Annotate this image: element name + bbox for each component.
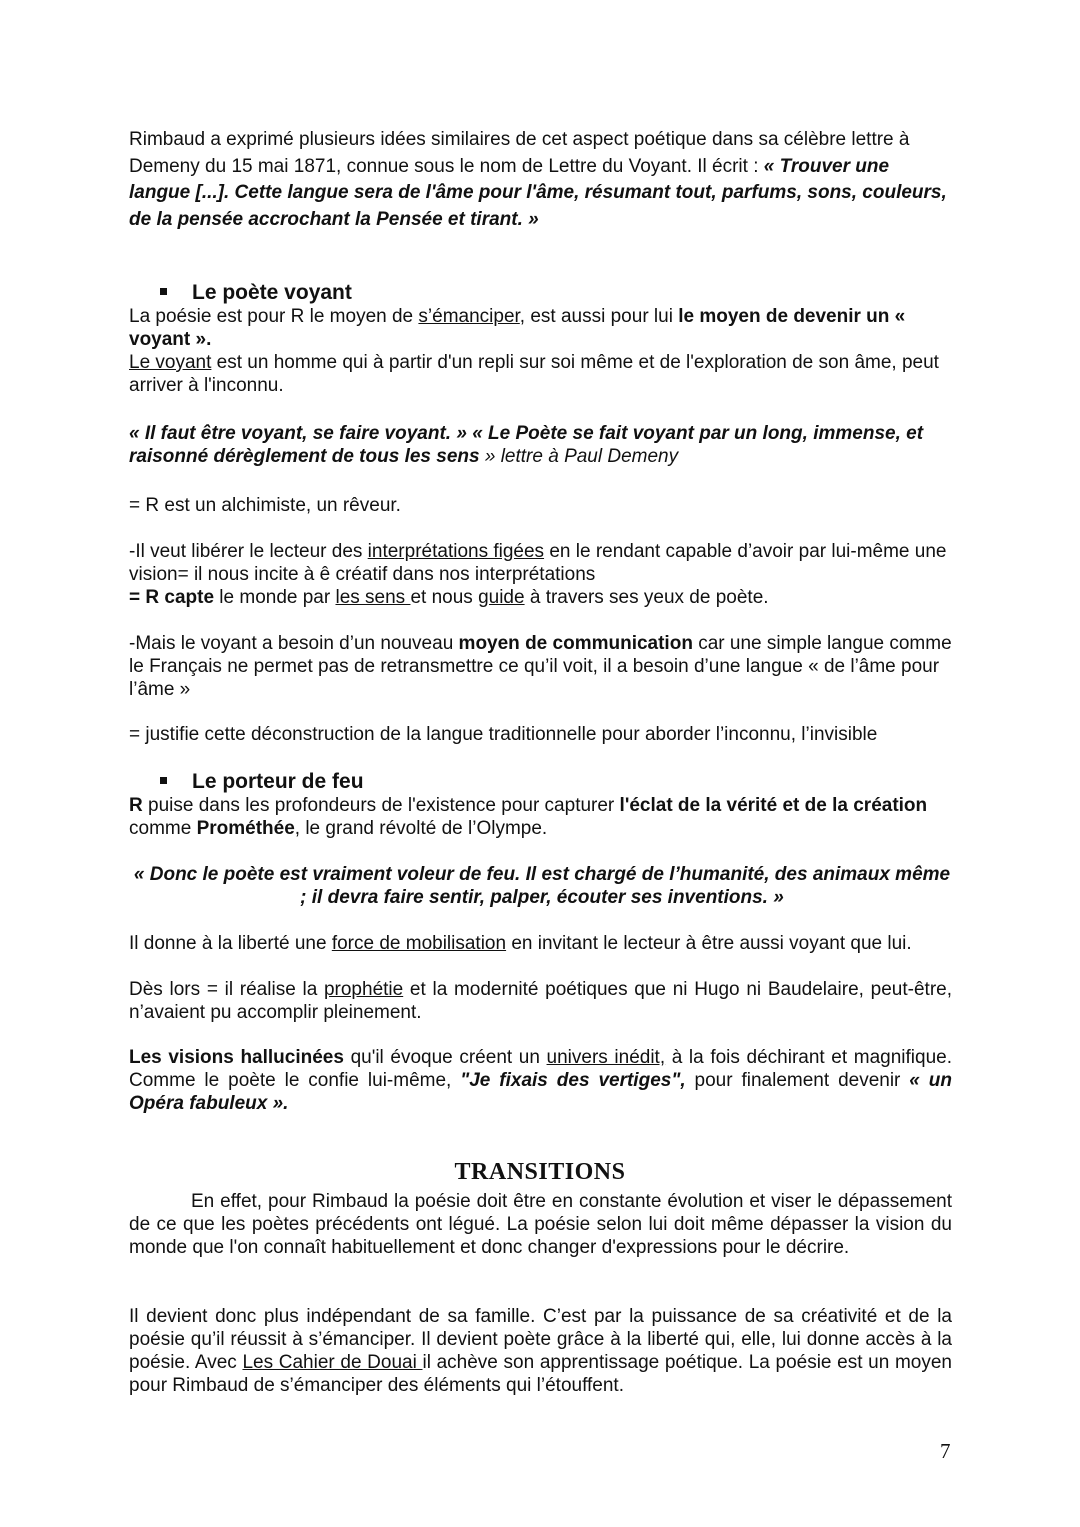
bullet-square-icon [160, 288, 167, 295]
voyant-paragraph-5: -Mais le voyant a besoin d’un nouveau moyen de communication car une simple langue comme le Français ne permet pas de retransmettre ce qu’il voit, il a besoin d’une langue « de l’âme pour l’âme » [129, 633, 952, 700]
feu-paragraph-4: Les visions hallucinées qu'il évoque créent un univers inédit, à la fois déchirant et magnifique. Comme le poète le confie lui-même, "Je fixais des vertiges", pour finalement devenir « un Opéra fabuleux ». [129, 1047, 953, 1114]
bullet-square-icon [160, 777, 167, 784]
heading-text: Le poète voyant [192, 281, 352, 304]
feu-paragraph-2: Il donne à la liberté une force de mobilisation en invitant le lecteur à être aussi voyant que lui. [129, 933, 912, 954]
transitions-paragraph-2: Il devient donc plus indépendant de sa famille. C’est par la puissance de sa créativité et de la poésie qu’il réussit à s’émanciper. Il devient poète grâce à la liberté qui, elle, lui donne accès à la poésie. Avec Les Cahier de Douai il achève son apprentissage poétique. La poésie est un moyen pour Rimbaud de s’émanciper des éléments qui l’étouffent. [129, 1306, 952, 1396]
section-heading-porteur-de-feu [160, 770, 364, 793]
voyant-paragraph-6: = justifie cette déconstruction de la langue traditionnelle pour aborder l’inconnu, l’invisible [129, 724, 878, 745]
transitions-paragraph-1: En effet, pour Rimbaud la poésie doit être en constante évolution et viser le dépassement de ce que les poètes précédents ont légué. La poésie selon lui doit même dépasser la vision du monde que l'on connaît habituellement et donc changer d'expressions pour le décrire. [129, 1191, 952, 1258]
section-heading-poete-voyant [160, 281, 352, 304]
feu-quote: « Donc le poète est vraiment voleur de feu. Il est chargé de l’humanité, des animaux même ; il devra faire sentir, palper, écouter ses inventions. » [133, 864, 951, 908]
transitions-title: TRANSITIONS [454, 1159, 626, 1185]
feu-paragraph-3: Dès lors = il réalise la prophétie et la modernité poétiques que ni Hugo ni Baudelaire, peut-être, n’avaient pu accomplir pleinement. [129, 979, 952, 1023]
alchimiste-line: = R est un alchimiste, un rêveur. [129, 495, 401, 516]
feu-paragraph-1: R puise dans les profondeurs de l'existence pour capturer l'éclat de la vérité et de la création comme Prométhée, le grand révolté de l’Olympe. [129, 795, 928, 839]
voyant-paragraph-3: -Il veut libérer le lecteur des interprétations figées en le rendant capable d’avoir par lui-même une vision= il nous incite à ê créatif dans nos interprétations = R capte le monde par les sens et nous guide à travers ses yeux de poète. [129, 541, 947, 608]
intro-quote: « Trouver une langue [...]. Cette langue sera de l'âme pour l'âme, résumant tout, parfums, sons, couleurs, de la pensée accrochant la Pensée et tirant. » [129, 155, 947, 230]
intro-text: Rimbaud a exprimé plusieurs idées similaires de cet aspect poétique dans sa célèbre lettre à Demeny du 15 mai 1871, connue sous le nom de Lettre du Voyant. Il écrit : [129, 129, 910, 177]
page-number: 7 [940, 1439, 951, 1463]
voyant-paragraph-1: La poésie est pour R le moyen de s’émanciper, est aussi pour lui le moyen de devenir un « voyant ». Le voyant est un homme qui à partir d'un repli sur soi même et de l'exploration de son âme, peut arriver à l'inconnu. [129, 306, 939, 396]
voyant-quote: « Il faut être voyant, se faire voyant. » « Le Poète se fait voyant par un long, immense, et raisonné dérèglement de tous les sens » lettre à Paul Demeny [129, 423, 924, 467]
intro-paragraph [129, 127, 952, 233]
heading-text: Le porteur de feu [192, 770, 364, 793]
